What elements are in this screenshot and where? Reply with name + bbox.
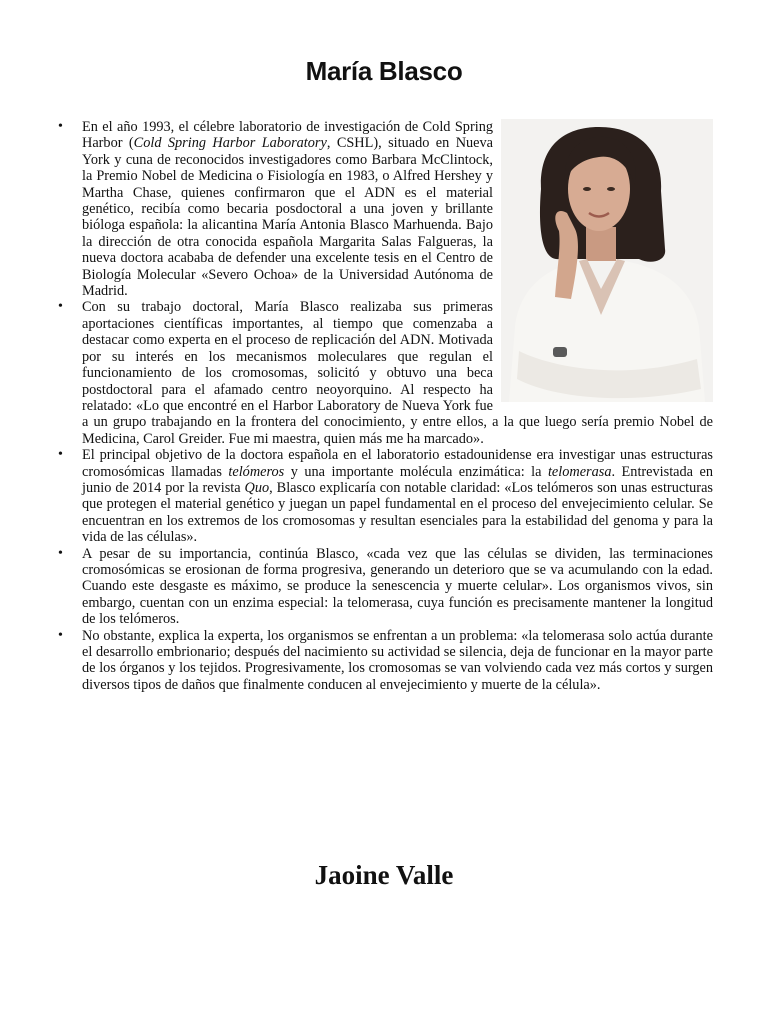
bullet-paragraph [82, 119, 713, 299]
paragraph-list [82, 119, 713, 693]
paragraph-text: . Entrevistada en junio de 2014 por la revista [82, 463, 713, 496]
author-name: Jaoine Valle [314, 860, 454, 890]
bullet-paragraph [82, 546, 713, 628]
paragraph-text: Con su trabajo doctoral, María Blasco realizaba sus primeras aportaciones científicas importantes, al tiempo que comenzaba a destacar como experta en el proceso de replicación del ADN. Motivada por su interés en los mecanismos moleculares que regulan el funcionamiento de los cromosomas, solicitó y obtuvo una beca postdoctoral para el afamado centro neoyorquino. Al respecto ha relatado: «Lo que encontré en el Harbor Laboratory de Nueva York fue a un grupo trabajando en la frontera del conocimiento, y entre ellos, a la que luego sería premio Nobel de Medicina, Carol Greider. Fue mi maestra, quien más me ha marcado». [82, 299, 713, 447]
paragraph-text: El principal objetivo de la doctora española en el laboratorio estadounidense era investigar unas estructuras cromosómicas llamadas [82, 447, 713, 480]
italic-text: telomerasa [547, 463, 612, 480]
page-title: María Blasco [305, 56, 463, 86]
bullet-paragraph [82, 299, 713, 447]
bullet-paragraph [82, 447, 713, 545]
paragraph-text: En el año 1993, el célebre laboratorio de investigación de Cold Spring Harbor ( [82, 119, 493, 152]
paragraph-text: , Blasco explicaría con notable claridad: «Los telómeros son unas estructuras que protegen el material genético y juegan un papel fundamental en el proceso del envejecimiento celular. Se encuentran en los extremos de los cromosomas y resultan esenciales para la estabilidad del genoma y para la vida de las células». [82, 479, 713, 546]
italic-text: telómeros [228, 463, 285, 480]
italic-text: Quo [244, 479, 270, 496]
italic-text: Cold Spring Harbor Laboratory [133, 135, 327, 152]
paragraph-text: y una importante molécula enzimática: la [284, 463, 548, 480]
bullet-paragraph [82, 628, 713, 694]
article-body [82, 119, 713, 693]
paragraph-text: No obstante, explica la experta, los organismos se enfrentan a un problema: «la telomerasa solo actúa durante el desarrollo embrionario; después del nacimiento su actividad se silencia, deja de funcionar en la mayor parte de los órganos y los tejidos. Progresivamente, los cromosomas se van volviendo cada vez más cortos y surgen diversos tipos de daños que finalmente conducen al envejecimiento y muerte de la célula». [82, 627, 713, 693]
paragraph-text: , CSHL), situado en Nueva York y cuna de reconocidos investigadores como Barbara McClintock, la Premio Nobel de Medicina o Fisiología en 1983, o Alfred Hershey y Martha Chase, quienes confirmaron que el ADN es el material genético, recibía como becaria posdoctoral a una joven y brillante bióloga española: la alicantina María Antonia Blasco Marhuenda. Bajo la dirección de otra conocida española Margarita Salas Falgueras, la nueva doctora acababa de defender una excelente tesis en el Centro de Biología Molecular «Severo Ochoa» de la Universidad Autónoma de Madrid. [82, 135, 494, 300]
paragraph-text: A pesar de su importancia, continúa Blasco, «cada vez que las células se dividen, las terminaciones cromosómicas se erosionan de forma progresiva, generando un deterioro que se va acumulando con la edad. Cuando este desgaste es máximo, se produce la senescencia y muerte celular». Los organismos vivos, sin embargo, cuentan con un enzima especial: la telomerasa, cuya función es precisamente mantener la longitud de los telómeros. [82, 545, 713, 628]
